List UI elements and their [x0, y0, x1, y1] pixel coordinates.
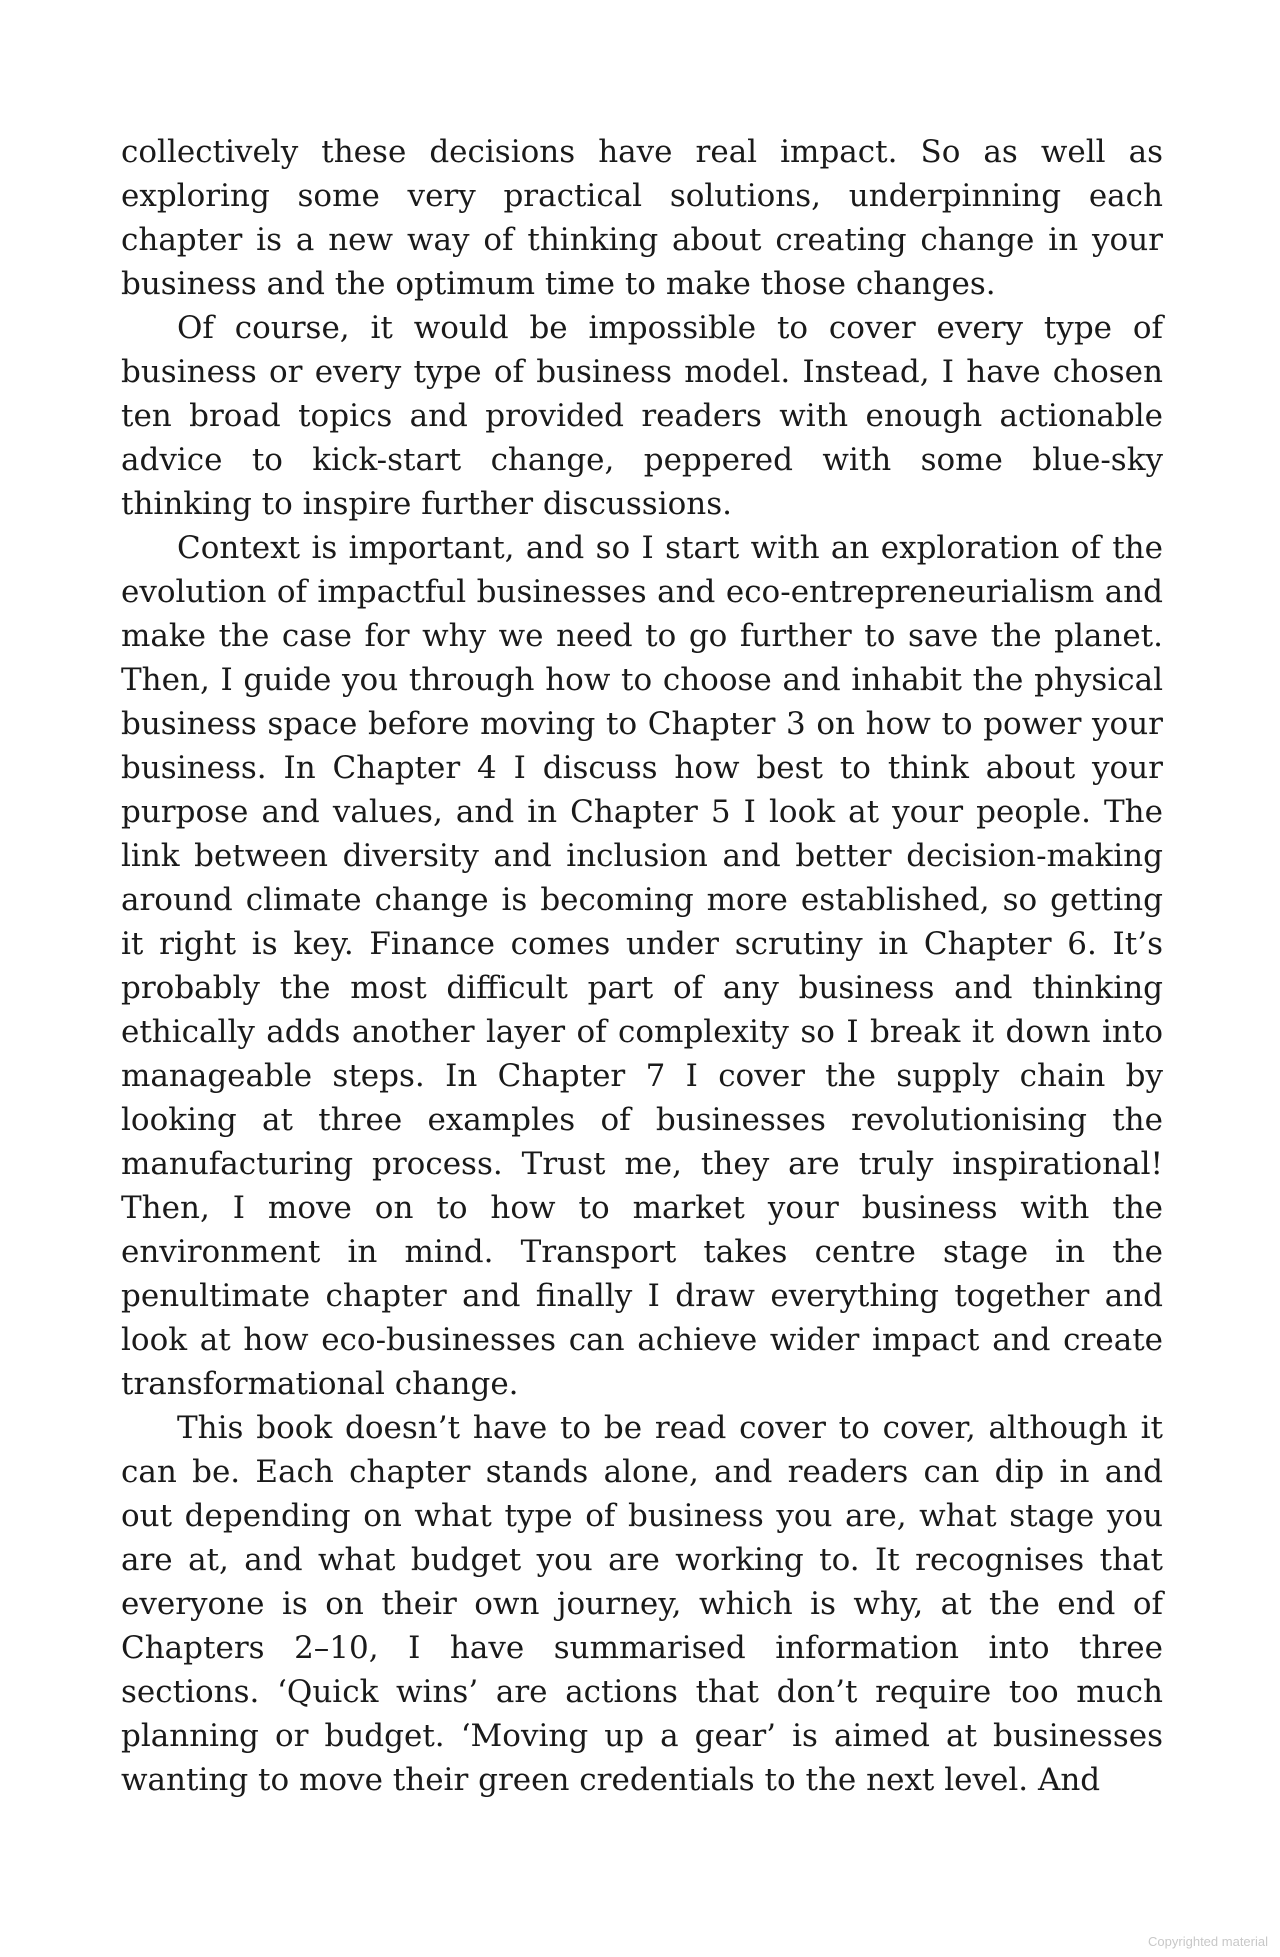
paragraph-3: Context is important, and so I start with an exploration of the evolution of impactful businesses and eco-entrepreneurialism and make the case for why we need to go further to save the planet. Then, I guide you through how to choose and inhabit the physical business space before moving to Chapter 3 on how to power your business. In Chapter 4 I discuss how best to think about your purpose and values, and in Chapter 5 I look at your people. The link between diversity and inclusion and better decision-making around climate change is becoming more established, so getting it right is key. Finance comes under scrutiny in Chapter 6. It’s probably the most difficult part of any business and thinking ethically adds another layer of complexity so I break it down into manageable steps. In Chapter 7 I cover the supply chain by looking at three examples of businesses revolutionising the manufacturing process. Trust me, they are truly inspirational! Then, I move on to how to market your business with the environment in mind. Transport takes centre stage in the penultimate chapter and finally I draw everything together and look at how eco-businesses can achieve wider impact and create transformational change.	[121, 530, 1163, 1402]
body-text	[121, 130, 1163, 1802]
paragraph-1: collectively these decisions have real impact. So as well as exploring some very practical solutions, underpinning each chapter is a new way of thinking about creating change in your business and the optimum time to make those changes.	[121, 134, 1163, 302]
copyright-watermark: Copyrighted material	[1148, 1934, 1268, 1949]
paragraph-2: Of course, it would be impossible to cover every type of business or every type of business model. Instead, I have chosen ten broad topics and provided readers with enough actionable advice to kick-start change, peppered with some blue-sky thinking to inspire further discussions.	[121, 310, 1163, 522]
paragraph-4: This book doesn’t have to be read cover to cover, although it can be. Each chapter stands alone, and readers can dip in and out depending on what type of business you are, what stage you are at, and what budget you are working to. It recognises that everyone is on their own journey, which is why, at the end of Chapters 2–10, I have summarised information into three sections. ‘Quick wins’ are actions that don’t require too much planning or budget. ‘Moving up a gear’ is aimed at businesses wanting to move their green credentials to the next level. And	[121, 1410, 1163, 1798]
